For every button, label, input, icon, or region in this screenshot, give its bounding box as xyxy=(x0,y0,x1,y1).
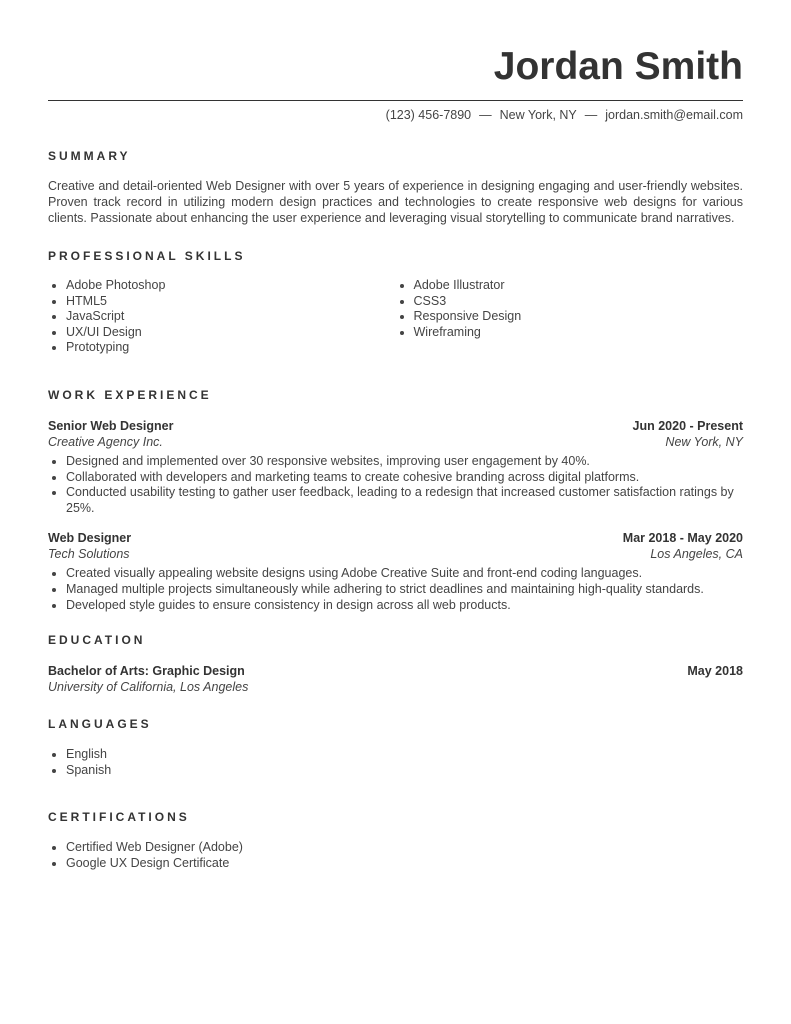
job-bullet: • Created visually appealing website designs using Adobe Creative Suite and front-end coding languages. xyxy=(66,566,743,582)
job-entry xyxy=(48,530,743,613)
job-bullet: • Collaborated with developers and marketing teams to create cohesive branding across digital platforms. xyxy=(66,470,743,486)
company-name: Tech Solutions xyxy=(48,547,130,562)
job-title: Web Designer xyxy=(48,531,132,546)
skill-item: • UX/UI Design xyxy=(66,325,396,341)
experience-heading: WORK EXPERIENCE xyxy=(48,387,212,402)
certification-item: • Certified Web Designer (Adobe) xyxy=(66,840,743,856)
job-title: Senior Web Designer xyxy=(48,418,174,433)
education-entry xyxy=(48,663,743,695)
contact-separator: — xyxy=(584,108,598,122)
skills-column-left xyxy=(48,278,396,356)
languages-list xyxy=(48,747,743,778)
job-bullets xyxy=(48,454,743,516)
graduation-date: May 2018 xyxy=(687,664,743,679)
job-location: Los Angeles, CA xyxy=(650,547,743,562)
job-bullet: • Developed style guides to ensure consistency in design across all web products. xyxy=(66,598,743,614)
skill-item: • Wireframing xyxy=(414,325,744,341)
skill-item: • HTML5 xyxy=(66,294,396,310)
job-location: New York, NY xyxy=(665,434,743,449)
summary-text: Creative and detail-oriented Web Designer with over 5 years of experience in designing engaging and user-friendly websites. Proven track record in utilizing modern design practices and technologies to create responsive web designs for various clients. Passionate about enhancing the user experience and leveraging visual storytelling to communicate brand narratives. xyxy=(48,179,743,225)
candidate-name: Jordan Smith xyxy=(493,45,743,88)
skill-item: • CSS3 xyxy=(414,294,744,310)
job-dates: Mar 2018 - May 2020 xyxy=(622,531,743,546)
contact-line xyxy=(48,107,743,123)
certifications-list xyxy=(48,840,743,871)
skills-column-right xyxy=(396,278,744,356)
certifications-heading: CERTIFICATIONS xyxy=(48,810,190,825)
skill-item: • Prototyping xyxy=(66,340,396,356)
skill-item: • JavaScript xyxy=(66,309,396,325)
job-entry xyxy=(48,418,743,516)
header-divider xyxy=(48,100,743,101)
email-address: jordan.smith@email.com xyxy=(605,108,743,122)
skill-item: • Responsive Design xyxy=(414,309,744,325)
skills-list xyxy=(48,278,743,356)
skill-item: • Adobe Photoshop xyxy=(66,278,396,294)
job-bullet: • Conducted usability testing to gather user feedback, leading to a redesign that increased customer satisfaction ratings by 25%. xyxy=(66,485,743,516)
school-name: University of California, Los Angeles xyxy=(48,680,249,695)
job-bullets xyxy=(48,566,743,613)
job-dates: Jun 2020 - Present xyxy=(632,418,743,433)
language-item: • English xyxy=(66,747,743,763)
company-name: Creative Agency Inc. xyxy=(48,434,163,449)
summary-heading: SUMMARY xyxy=(48,149,131,163)
skills-heading: PROFESSIONAL SKILLS xyxy=(48,249,246,263)
contact-separator: — xyxy=(479,108,492,122)
job-bullet: • Managed multiple projects simultaneously while adhering to strict deadlines and maintaining high-quality standards. xyxy=(66,582,743,598)
education-heading: EDUCATION xyxy=(48,633,146,648)
job-bullet: • Designed and implemented over 30 responsive websites, improving user engagement by 40%. xyxy=(66,454,743,470)
phone-number: (123) 456-7890 xyxy=(385,108,472,122)
degree: Bachelor of Arts: Graphic Design xyxy=(48,664,245,679)
language-item: • Spanish xyxy=(66,763,743,779)
location: New York, NY xyxy=(499,108,577,122)
skill-item: • Adobe Illustrator xyxy=(414,278,744,294)
languages-heading: LANGUAGES xyxy=(48,717,152,732)
certification-item: • Google UX Design Certificate xyxy=(66,856,743,872)
